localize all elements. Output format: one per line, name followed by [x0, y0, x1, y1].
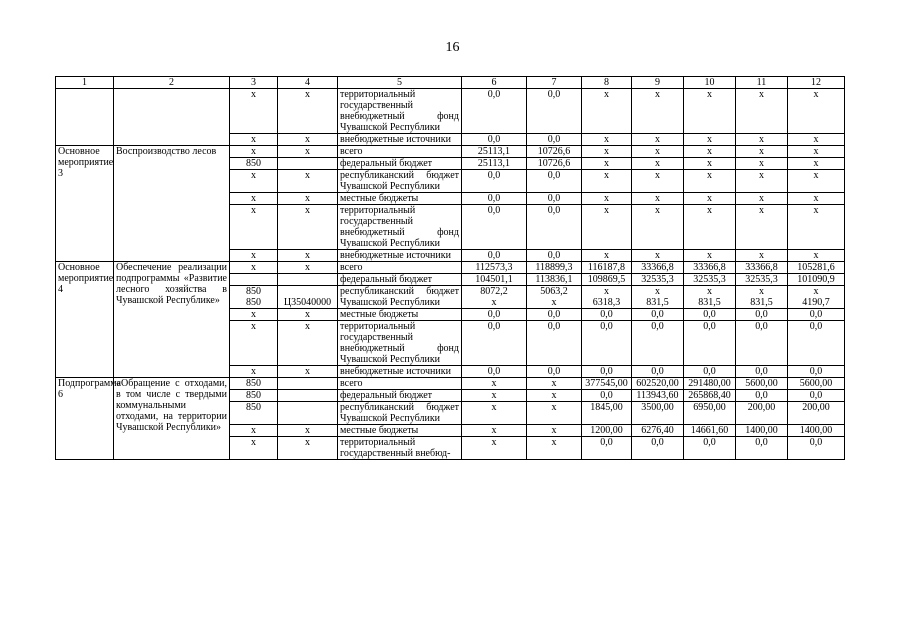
value-cell: 0,0	[582, 366, 632, 378]
executor-code-cell: x	[230, 134, 278, 146]
value-cell: 3500,00	[632, 402, 684, 425]
value-cell: 0,0	[632, 366, 684, 378]
value-cell: 25113,1	[462, 158, 527, 170]
value-cell: 109869,5	[582, 274, 632, 286]
activity-code-cell: Основное мероприятие 3	[56, 146, 114, 262]
table-body	[56, 77, 845, 460]
value-cell: x	[788, 250, 845, 262]
value-cell: 25113,1	[462, 146, 527, 158]
value-cell: x	[684, 205, 736, 250]
budget-code-cell	[278, 390, 338, 402]
value-cell: 6950,00	[684, 402, 736, 425]
value-cell: x	[582, 205, 632, 250]
value-cell: 0,0	[582, 321, 632, 366]
funding-source-cell: территориальный государственный внебюджетный фонд Чувашской Республики	[338, 89, 462, 134]
funding-source-cell: республиканский бюджет Чувашской Республики	[338, 170, 462, 193]
table-row	[56, 262, 845, 274]
budget-code-cell: x	[278, 146, 338, 158]
executor-code-cell: x	[230, 170, 278, 193]
executor-code-cell: x	[230, 366, 278, 378]
value-cell: 0,0	[462, 321, 527, 366]
value-cell: 10726,6	[527, 146, 582, 158]
value-cell: 0,0	[462, 193, 527, 205]
value-cell: 0,0	[736, 321, 788, 366]
value-cell: 0,0	[462, 205, 527, 250]
executor-code-cell: 850	[230, 378, 278, 390]
header-cell: 5	[338, 77, 462, 89]
budget-code-cell: x	[278, 262, 338, 274]
funding-source-cell: территориальный государственный внебюд-	[338, 437, 462, 460]
activity-name-cell	[114, 89, 230, 146]
executor-code-cell: x	[230, 146, 278, 158]
value-cell: 0,0	[632, 309, 684, 321]
value-cell: x	[462, 437, 527, 460]
value-cell: x 831,5	[632, 286, 684, 309]
value-cell: 0,0	[788, 309, 845, 321]
value-cell: 118899,3	[527, 262, 582, 274]
value-cell: 0,0	[788, 390, 845, 402]
value-cell: x	[527, 402, 582, 425]
executor-code-cell: 850	[230, 158, 278, 170]
value-cell: x	[527, 390, 582, 402]
header-cell: 4	[278, 77, 338, 89]
value-cell: 291480,00	[684, 378, 736, 390]
value-cell: 0,0	[462, 89, 527, 134]
funding-source-cell: республиканский бюджет Чувашской Республики	[338, 402, 462, 425]
executor-code-cell	[230, 274, 278, 286]
value-cell: x	[736, 205, 788, 250]
budget-code-cell	[278, 378, 338, 390]
funding-source-cell: территориальный государственный внебюджетный фонд Чувашской Республики	[338, 321, 462, 366]
value-cell: x	[632, 89, 684, 134]
header-cell: 11	[736, 77, 788, 89]
activity-name-cell: «Обращение с отходами, в том числе с твердыми коммунальными отходами, на территории Чувашской Республики»	[114, 378, 230, 460]
header-cell: 3	[230, 77, 278, 89]
value-cell: 0,0	[582, 437, 632, 460]
executor-code-cell: x	[230, 309, 278, 321]
header-cell: 7	[527, 77, 582, 89]
executor-code-cell: x	[230, 425, 278, 437]
funding-source-cell: местные бюджеты	[338, 193, 462, 205]
budget-table	[55, 76, 845, 460]
budget-code-cell: x	[278, 89, 338, 134]
activity-code-cell: Основное мероприятие 4	[56, 262, 114, 378]
executor-code-cell: x	[230, 437, 278, 460]
value-cell: 0,0	[462, 309, 527, 321]
executor-code-cell: 850	[230, 402, 278, 425]
funding-source-cell: территориальный государственный внебюджетный фонд Чувашской Республики	[338, 205, 462, 250]
funding-source-cell: всего	[338, 146, 462, 158]
value-cell: x	[788, 134, 845, 146]
budget-code-cell: x	[278, 134, 338, 146]
value-cell: x	[736, 193, 788, 205]
executor-code-cell: 850 850	[230, 286, 278, 309]
executor-code-cell: x	[230, 262, 278, 274]
value-cell: 0,0	[736, 437, 788, 460]
value-cell: x	[684, 89, 736, 134]
value-cell: x	[632, 250, 684, 262]
value-cell: x	[684, 250, 736, 262]
activity-name-cell: Воспроизводство лесов	[114, 146, 230, 262]
value-cell: x	[632, 193, 684, 205]
value-cell: 0,0	[788, 437, 845, 460]
value-cell: 0,0	[527, 134, 582, 146]
table-row	[56, 378, 845, 390]
value-cell: 1845,00	[582, 402, 632, 425]
value-cell: 101090,9	[788, 274, 845, 286]
value-cell: 113836,1	[527, 274, 582, 286]
budget-code-cell: x	[278, 309, 338, 321]
value-cell: x	[632, 134, 684, 146]
value-cell: x	[582, 89, 632, 134]
value-cell: x	[736, 146, 788, 158]
value-cell: x	[527, 437, 582, 460]
budget-code-cell: x	[278, 321, 338, 366]
value-cell: 0,0	[462, 170, 527, 193]
value-cell: x	[462, 425, 527, 437]
value-cell: 200,00	[788, 402, 845, 425]
value-cell: x	[632, 146, 684, 158]
value-cell: x	[684, 146, 736, 158]
value-cell: 0,0	[527, 89, 582, 134]
executor-code-cell: 850	[230, 390, 278, 402]
value-cell: x	[736, 134, 788, 146]
value-cell: 0,0	[527, 309, 582, 321]
value-cell: 10726,6	[527, 158, 582, 170]
value-cell: x	[736, 250, 788, 262]
budget-code-cell	[278, 158, 338, 170]
value-cell: 33366,8	[684, 262, 736, 274]
value-cell: x	[788, 170, 845, 193]
value-cell: 602520,00	[632, 378, 684, 390]
value-cell: 0,0	[684, 366, 736, 378]
table-row	[56, 146, 845, 158]
value-cell: 0,0	[582, 390, 632, 402]
activity-code-cell	[56, 89, 114, 146]
budget-code-cell: x	[278, 250, 338, 262]
value-cell: 33366,8	[632, 262, 684, 274]
value-cell: 0,0	[788, 366, 845, 378]
funding-source-cell: внебюджетные источники	[338, 250, 462, 262]
value-cell: 112573,3	[462, 262, 527, 274]
executor-code-cell: x	[230, 89, 278, 134]
funding-source-cell: федеральный бюджет	[338, 274, 462, 286]
budget-code-cell: x	[278, 193, 338, 205]
header-cell: 12	[788, 77, 845, 89]
header-cell: 8	[582, 77, 632, 89]
value-cell: x 6318,3	[582, 286, 632, 309]
value-cell: x	[582, 193, 632, 205]
value-cell: 0,0	[632, 321, 684, 366]
value-cell: 104501,1	[462, 274, 527, 286]
value-cell: x	[582, 170, 632, 193]
value-cell: x	[632, 170, 684, 193]
value-cell: 32535,3	[736, 274, 788, 286]
value-cell: 5600,00	[736, 378, 788, 390]
value-cell: x	[462, 378, 527, 390]
value-cell: x	[736, 89, 788, 134]
page-number: 16	[445, 40, 460, 55]
value-cell: x 831,5	[684, 286, 736, 309]
value-cell: x	[527, 425, 582, 437]
value-cell: x	[788, 158, 845, 170]
value-cell: x	[527, 378, 582, 390]
value-cell: 1200,00	[582, 425, 632, 437]
value-cell: 0,0	[684, 437, 736, 460]
value-cell: 116187,8	[582, 262, 632, 274]
value-cell: 6276,40	[632, 425, 684, 437]
value-cell: 0,0	[736, 366, 788, 378]
executor-code-cell: x	[230, 321, 278, 366]
activity-name-cell: Обеспечение реализации подпрограммы «Развитие лесного хозяйства в Чувашской Республике»	[114, 262, 230, 378]
budget-code-cell	[278, 274, 338, 286]
value-cell: x	[788, 146, 845, 158]
executor-code-cell: x	[230, 250, 278, 262]
value-cell: x	[788, 193, 845, 205]
value-cell: 0,0	[788, 321, 845, 366]
funding-source-cell: внебюджетные источники	[338, 366, 462, 378]
value-cell: x	[462, 402, 527, 425]
value-cell: 0,0	[684, 321, 736, 366]
value-cell: 32535,3	[632, 274, 684, 286]
value-cell: x	[684, 170, 736, 193]
funding-source-cell: всего	[338, 262, 462, 274]
budget-code-cell: x	[278, 170, 338, 193]
executor-code-cell: x	[230, 193, 278, 205]
value-cell: 14661,60	[684, 425, 736, 437]
value-cell: 0,0	[527, 250, 582, 262]
value-cell: 5063,2 x	[527, 286, 582, 309]
value-cell: 0,0	[527, 366, 582, 378]
budget-code-cell: x	[278, 205, 338, 250]
header-cell: 1	[56, 77, 114, 89]
budget-code-cell	[278, 402, 338, 425]
value-cell: 0,0	[632, 437, 684, 460]
value-cell: x	[788, 89, 845, 134]
funding-source-cell: внебюджетные источники	[338, 134, 462, 146]
value-cell: x	[582, 134, 632, 146]
value-cell: x	[582, 250, 632, 262]
value-cell: x	[582, 158, 632, 170]
header-row	[56, 77, 845, 89]
value-cell: 0,0	[527, 321, 582, 366]
header-cell: 9	[632, 77, 684, 89]
value-cell: 0,0	[736, 390, 788, 402]
activity-code-cell: Подпрограмма 6	[56, 378, 114, 460]
value-cell: 0,0	[462, 134, 527, 146]
value-cell: 0,0	[736, 309, 788, 321]
value-cell: 0,0	[462, 366, 527, 378]
table-row	[56, 89, 845, 134]
value-cell: x	[736, 170, 788, 193]
funding-source-cell: федеральный бюджет	[338, 390, 462, 402]
value-cell: 113943,60	[632, 390, 684, 402]
value-cell: 105281,6	[788, 262, 845, 274]
budget-code-cell: x	[278, 437, 338, 460]
value-cell: 0,0	[527, 205, 582, 250]
value-cell: 33366,8	[736, 262, 788, 274]
value-cell: 0,0	[684, 309, 736, 321]
value-cell: x	[582, 146, 632, 158]
funding-source-cell: местные бюджеты	[338, 309, 462, 321]
value-cell: 8072,2 x	[462, 286, 527, 309]
executor-code-cell: x	[230, 205, 278, 250]
value-cell: 0,0	[527, 170, 582, 193]
value-cell: x	[632, 205, 684, 250]
value-cell: 377545,00	[582, 378, 632, 390]
value-cell: x	[684, 134, 736, 146]
value-cell: 0,0	[527, 193, 582, 205]
funding-source-cell: местные бюджеты	[338, 425, 462, 437]
value-cell: x	[462, 390, 527, 402]
budget-code-cell: Ц35040000	[278, 286, 338, 309]
funding-source-cell: федеральный бюджет	[338, 158, 462, 170]
value-cell: x 4190,7	[788, 286, 845, 309]
value-cell: x	[684, 158, 736, 170]
header-cell: 2	[114, 77, 230, 89]
value-cell: 0,0	[462, 250, 527, 262]
budget-code-cell: x	[278, 425, 338, 437]
funding-source-cell: всего	[338, 378, 462, 390]
value-cell: x	[684, 193, 736, 205]
value-cell: x 831,5	[736, 286, 788, 309]
value-cell: 32535,3	[684, 274, 736, 286]
value-cell: 200,00	[736, 402, 788, 425]
header-cell: 6	[462, 77, 527, 89]
value-cell: 0,0	[582, 309, 632, 321]
header-cell: 10	[684, 77, 736, 89]
budget-code-cell: x	[278, 366, 338, 378]
funding-source-cell: республиканский бюджет Чувашской Республики	[338, 286, 462, 309]
value-cell: 5600,00	[788, 378, 845, 390]
value-cell: 1400,00	[736, 425, 788, 437]
value-cell: x	[788, 205, 845, 250]
value-cell: x	[736, 158, 788, 170]
value-cell: x	[632, 158, 684, 170]
value-cell: 265868,40	[684, 390, 736, 402]
value-cell: 1400,00	[788, 425, 845, 437]
